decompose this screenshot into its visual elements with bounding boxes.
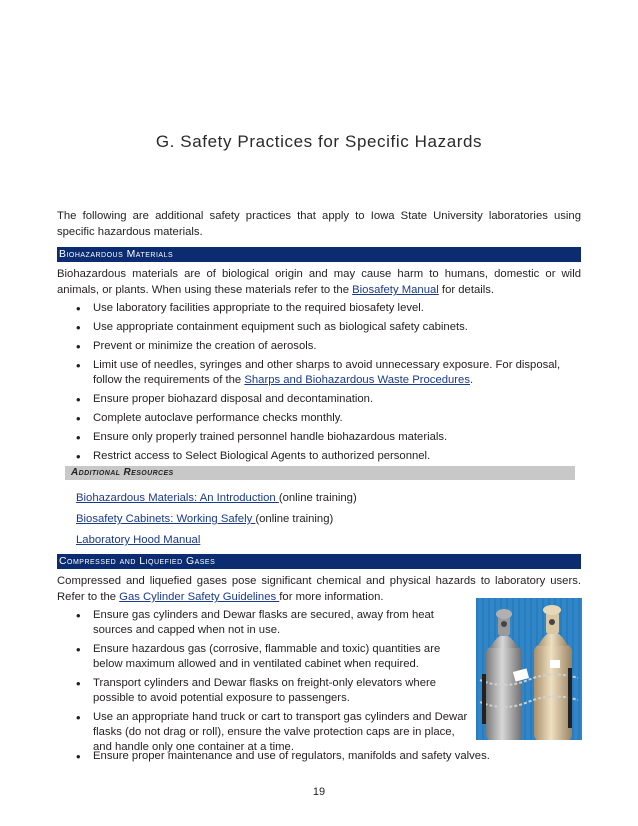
gas-cylinders-photo <box>476 598 582 740</box>
list-item: • Restrict access to Select Biological Agents to authorized personnel. <box>76 449 581 464</box>
resource-item <box>76 490 357 511</box>
gas-cylinder-guidelines-link[interactable]: Gas Cylinder Safety Guidelines <box>119 591 280 603</box>
bio-bullet-list <box>76 301 581 468</box>
resource-item <box>76 511 357 532</box>
intro-paragraph: The following are additional safety practices that apply to Iowa State University laboratories using specific hazardous materials. <box>57 210 581 238</box>
resource-suffix: (online training) <box>278 492 357 504</box>
list-item: • Use appropriate containment equipment such as biological safety cabinets. <box>76 320 581 335</box>
resource-suffix: (online training) <box>255 513 334 525</box>
list-item: • Use laboratory facilities appropriate to the required biosafety level. <box>76 301 581 316</box>
list-item: • Ensure proper maintenance and use of regulators, manifolds and safety valves. <box>76 749 581 764</box>
list-item: • Ensure only properly trained personnel handle biohazardous materials. <box>76 430 581 445</box>
gas-cylinders-illustration <box>476 598 582 740</box>
bio-paragraph <box>57 266 581 298</box>
list-item-text: Limit use of needles, syringes and other sharps to avoid unnecessary exposure. For disposal, follow the requirements of the <box>93 359 561 386</box>
sharps-procedures-link[interactable]: Sharps and Biohazardous Waste Procedures <box>244 374 470 386</box>
biosafety-manual-link[interactable]: Biosafety Manual <box>352 284 439 296</box>
resource-item <box>76 532 357 553</box>
subsection-heading-resources: Additional Resources <box>65 466 575 480</box>
gas-paragraph-tail: for more information. <box>279 591 384 603</box>
hood-manual-link[interactable]: Laboratory Hood Manual <box>76 534 201 546</box>
page-title: G. Safety Practices for Specific Hazards <box>155 132 483 151</box>
gas-bullet-list <box>76 608 468 759</box>
biohazard-intro-link[interactable]: Biohazardous Materials: An Introduction <box>76 492 279 504</box>
list-item: • Ensure proper biohazard disposal and decontamination. <box>76 392 581 407</box>
list-item: • Ensure gas cylinders and Dewar flasks are secured, away from heat sources and capped when not in use. <box>76 608 468 638</box>
list-item <box>76 358 581 388</box>
biosafety-cabinets-link[interactable]: Biosafety Cabinets: Working Safely <box>76 513 256 525</box>
page-number: 19 <box>312 786 326 798</box>
list-item: • Use an appropriate hand truck or cart to transport gas cylinders and Dewar flasks (do not drag or roll), ensure the valve protection caps are in place, and handle only one container at a time. <box>76 710 468 755</box>
bio-paragraph-text: Biohazardous materials are of biological origin and may cause harm to humans, domestic or wild animals, or plants. When using these materials refer to the <box>57 268 581 296</box>
list-item: • Ensure hazardous gas (corrosive, flammable and toxic) quantities are below maximum allowed and in ventilated cabinet when required. <box>76 642 468 672</box>
gas-paragraph-text: Compressed and liquefied gases pose significant chemical and physical hazards to laboratory users. Refer to the <box>57 575 581 603</box>
list-item: • Prevent or minimize the creation of aerosols. <box>76 339 581 354</box>
gas-bullet-list-last <box>76 749 581 768</box>
list-item: • Transport cylinders and Dewar flasks on freight-only elevators where possible to avoid potential exposure to passengers. <box>76 676 468 706</box>
list-item-tail: . <box>470 374 474 386</box>
bio-paragraph-tail: for details. <box>438 284 495 296</box>
section-heading-biohazardous: Biohazardous Materials <box>57 247 581 262</box>
list-item: • Complete autoclave performance checks monthly. <box>76 411 581 426</box>
section-heading-gases: Compressed and Liquefied Gases <box>57 554 581 569</box>
resources-list <box>76 490 357 553</box>
